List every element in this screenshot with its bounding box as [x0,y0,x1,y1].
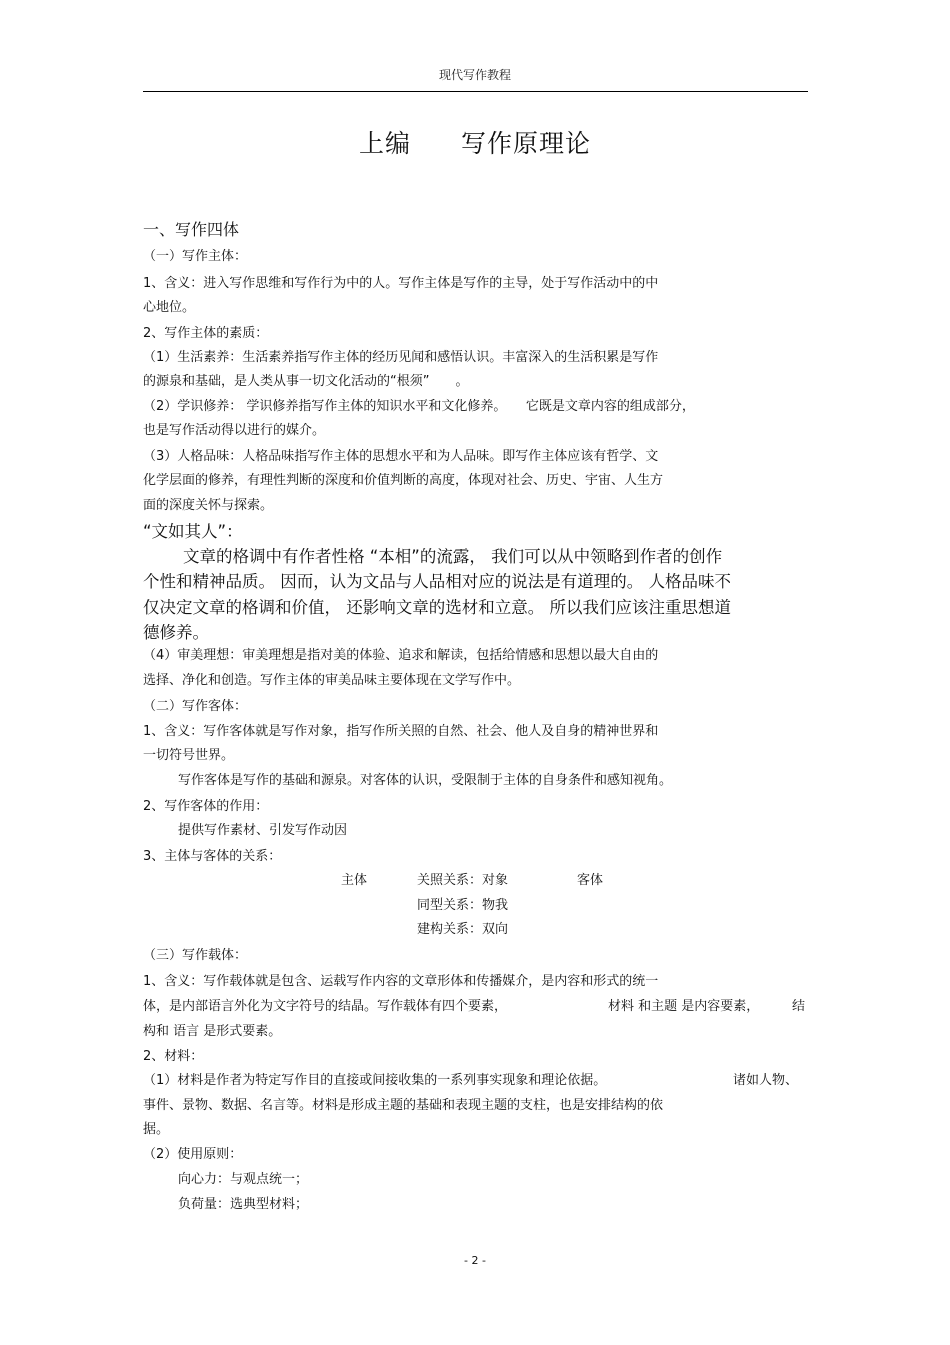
text-line: 诸如人物、 [733,1073,799,1088]
text-line: 材料 和主题 是内容要素， [608,999,760,1014]
text-line: 2、写作客体的作用： [143,799,269,814]
title-name: 写作原理论 [461,129,592,158]
text-line: 德修养。 [143,623,209,642]
relation-row: 建构关系：双向 [417,922,509,937]
text-line: 选择、净化和创造。写作主体的审美品味主要体现在文学写作中。 [143,673,521,688]
running-header: 现代写作教程 [438,68,511,82]
header-rule [143,91,808,92]
page-title [0,124,950,160]
text-line: 据。 [143,1122,170,1137]
text-line: 1、含义：写作载体就是包含、运载写作内容的文章形体和传播媒介，是内容和形式的统一 [143,974,659,989]
text-line: 3、主体与客体的关系： [143,849,282,864]
page-number: - 2 - [464,1254,486,1267]
subsection-heading: （二）写作客体： [143,699,248,714]
text-line: 构和 语言 是形式要素。 [143,1024,282,1039]
text-line: （1）生活素养：生活素养指写作主体的经历见闻和感悟认识。丰富深入的生活积累是写作 [143,350,659,365]
text-line: 文章的格调中有作者性格 “本相”的流露， 我们可以从中领略到作者的创作 [183,547,723,566]
text-line: 一切符号世界。 [143,748,235,763]
text-line: 提供写作素材、引发写作动因 [178,823,348,838]
text-line: 个性和精神品质。 因而，认为文品与人品相对应的说法是有道理的。 人格品味不 [143,572,731,591]
text-line: （4）审美理想：审美理想是指对美的体验、追求和解读，包括给情感和思想以最大自由的 [143,648,659,663]
relation-row: 关照关系：对象 [417,873,509,888]
text-line: 2、写作主体的素质： [143,326,269,341]
text-line: 负荷量：选典型材料； [178,1197,309,1212]
text-line: 也是写作活动得以进行的媒介。 [143,423,326,438]
text-line: 向心力：与观点统一； [178,1172,309,1187]
text-line: 写作客体是写作的基础和源泉。对客体的认识，受限制于主体的自身条件和感知视角。 [178,773,673,788]
text-line: 心地位。 [143,300,196,315]
text-line: 结 [792,999,806,1014]
section-heading: 一、写作四体 [143,220,240,239]
subsection-heading: （三）写作载体： [143,948,248,963]
text-line: 2、材料： [143,1049,204,1064]
text-line: 1、含义：写作客体就是写作对象，指写作所关照的自然、社会、他人及自身的精神世界和 [143,724,659,739]
relation-object: 客体 [577,873,604,888]
text-line: 的源泉和基础，是人类从事一切文化活动的“根须” 。 [143,374,469,389]
text-line: （1）材料是作者为特定写作目的直接或间接收集的一系列事实现象和理论依据。 [143,1073,607,1088]
subsection-heading: （一）写作主体： [143,249,248,264]
text-line: 化学层面的修养，有理性判断的深度和价值判断的高度，体现对社会、历史、宇宙、人生方 [143,473,664,488]
text-line: 事件、景物、数据、名言等。材料是形成主题的基础和表现主题的支柱，也是安排结构的依 [143,1098,664,1113]
relation-subject: 主体 [341,873,368,888]
text-line: （2）使用原则： [143,1147,243,1162]
quote-heading: “文如其人”： [143,522,243,541]
title-part: 上编 [358,129,411,158]
relation-row: 同型关系：物我 [417,898,509,913]
text-line: （3）人格品味：人格品味指写作主体的思想水平和为人品味。即写作主体应该有哲学、文 [143,449,659,464]
text-line: （2）学识修养： 学识修养指写作主体的知识水平和文化修养。 它既是文章内容的组成部分， [143,399,695,414]
text-line: 面的深度关怀与探索。 [143,498,274,513]
text-line: 体，是内部语言外化为文字符号的结晶。写作载体有四个要素， [143,999,508,1014]
text-line: 仅决定文章的格调和价值， 还影响文章的选材和立意。 所以我们应该注重思想道 [143,598,731,617]
text-line: 1、含义：进入写作思维和写作行为中的人。写作主体是写作的主导，处于写作活动中的中 [143,276,659,291]
